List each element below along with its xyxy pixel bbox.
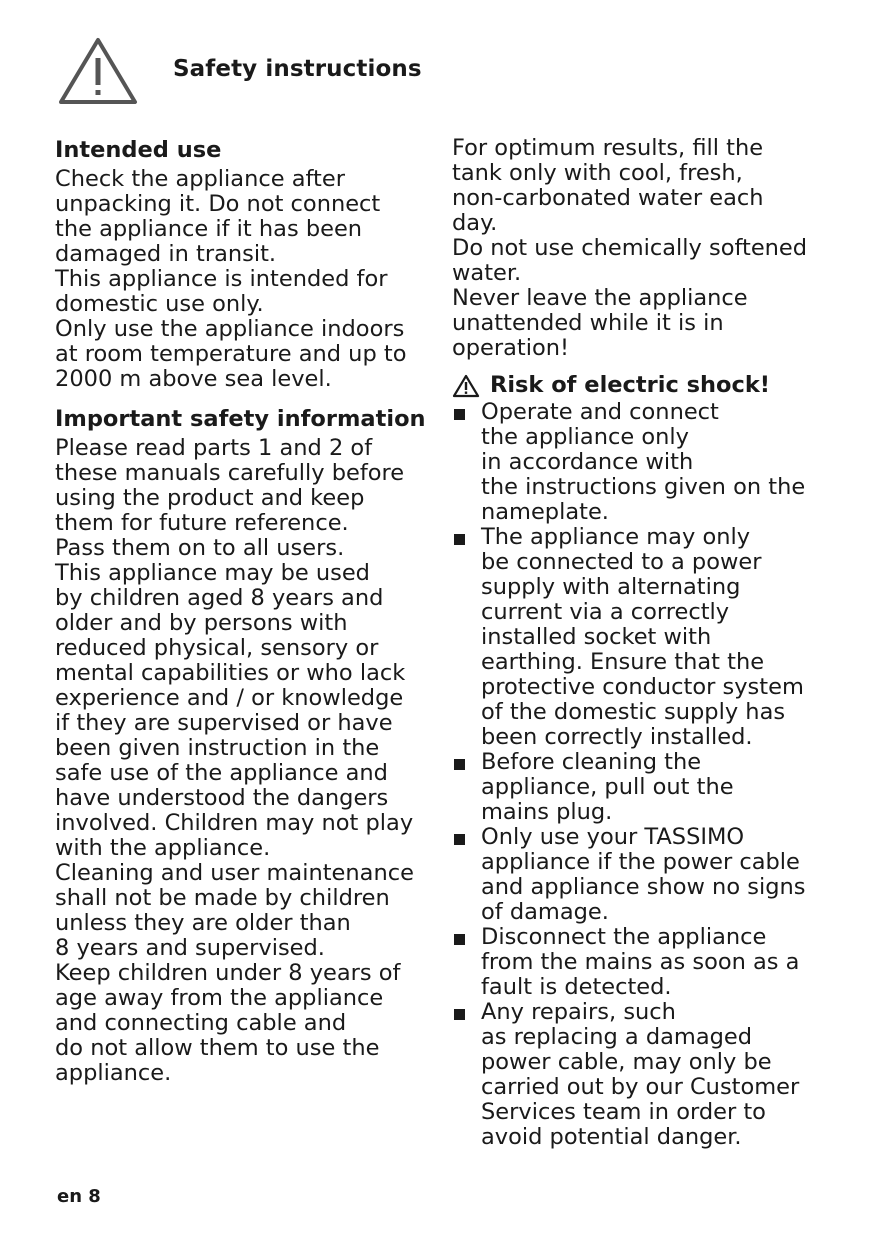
text-line: tank only with cool, fresh, bbox=[452, 160, 743, 186]
text-line: domestic use only. bbox=[55, 291, 264, 317]
text-line: Check the appliance after bbox=[55, 166, 345, 192]
text-line: Operate and connect bbox=[481, 399, 719, 425]
text-line: 8 years and supervised. bbox=[55, 935, 325, 961]
text-line: Do not use chemically softened bbox=[452, 235, 808, 261]
square-bullet-icon bbox=[454, 934, 465, 945]
text-line: do not allow them to use the bbox=[55, 1035, 380, 1061]
text-line: avoid potential danger. bbox=[481, 1124, 742, 1150]
page-header bbox=[57, 36, 477, 106]
text-line: using the product and keep bbox=[55, 485, 365, 511]
text-line: installed socket with bbox=[481, 624, 712, 650]
text-line: Only use the appliance indoors bbox=[55, 316, 405, 342]
text-line: Keep children under 8 years of bbox=[55, 960, 401, 986]
text-line: older and by persons with bbox=[55, 610, 348, 636]
square-bullet-icon bbox=[454, 534, 465, 545]
intended-use-heading: Intended use bbox=[55, 137, 222, 163]
important-info-text bbox=[55, 436, 430, 1086]
text-line: them for future reference. bbox=[55, 510, 349, 536]
text-line: the appliance only bbox=[481, 424, 689, 450]
list-item bbox=[452, 825, 832, 925]
text-line: Any repairs, such bbox=[481, 999, 676, 1025]
text-line: mental capabilities or who lack bbox=[55, 660, 406, 686]
text-line: day. bbox=[452, 210, 498, 236]
text-line: appliance if the power cable bbox=[481, 849, 800, 875]
text-line: Cleaning and user maintenance bbox=[55, 860, 414, 886]
list-item bbox=[452, 925, 832, 1000]
text-line: safe use of the appliance and bbox=[55, 760, 388, 786]
text-line: unless they are older than bbox=[55, 910, 351, 936]
square-bullet-icon bbox=[454, 409, 465, 420]
text-line: the appliance if it has been bbox=[55, 216, 363, 242]
left-column bbox=[55, 136, 430, 1086]
important-info-heading: Important safety information bbox=[55, 406, 426, 432]
text-line: The appliance may only bbox=[481, 524, 751, 550]
text-line: by children aged 8 years and bbox=[55, 585, 384, 611]
text-line: unattended while it is in bbox=[452, 310, 724, 336]
text-line: Before cleaning the bbox=[481, 749, 702, 775]
text-line: at room temperature and up to bbox=[55, 341, 407, 367]
risk-bullet-list bbox=[452, 400, 832, 1150]
text-line: appliance, pull out the bbox=[481, 774, 734, 800]
text-line: current via a correctly bbox=[481, 599, 730, 625]
text-line: unpacking it. Do not connect bbox=[55, 191, 381, 217]
right-column bbox=[452, 136, 832, 1150]
square-bullet-icon bbox=[454, 759, 465, 770]
text-line: been given instruction in the bbox=[55, 735, 380, 761]
text-line: these manuals carefully before bbox=[55, 460, 405, 486]
text-line: with the appliance. bbox=[55, 835, 271, 861]
text-line: supply with alternating bbox=[481, 574, 741, 600]
text-line: reduced physical, sensory or bbox=[55, 635, 379, 661]
text-line: This appliance may be used bbox=[55, 560, 370, 586]
text-line: Disconnect the appliance bbox=[481, 924, 767, 950]
text-line: This appliance is intended for bbox=[55, 266, 388, 292]
text-line: Only use your TASSIMO bbox=[481, 824, 745, 850]
warning-triangle-icon bbox=[57, 36, 139, 106]
text-line: have understood the dangers bbox=[55, 785, 389, 811]
list-item bbox=[452, 750, 832, 825]
text-line: as replacing a damaged bbox=[481, 1024, 753, 1050]
text-line: Please read parts 1 and 2 of bbox=[55, 435, 373, 461]
water-instructions-text bbox=[452, 136, 832, 361]
text-line: damaged in transit. bbox=[55, 241, 277, 267]
intended-use-text bbox=[55, 167, 430, 392]
text-line: water. bbox=[452, 260, 522, 286]
square-bullet-icon bbox=[454, 1009, 465, 1020]
text-line: in accordance with bbox=[481, 449, 694, 475]
text-line: from the mains as soon as a bbox=[481, 949, 800, 975]
text-line: if they are supervised or have bbox=[55, 710, 393, 736]
text-line: Pass them on to all users. bbox=[55, 535, 345, 561]
text-line: Never leave the appliance bbox=[452, 285, 748, 311]
text-line: power cable, may only be bbox=[481, 1049, 772, 1075]
text-line: fault is detected. bbox=[481, 974, 672, 1000]
page-number: en 8 bbox=[57, 1186, 101, 1207]
text-line: operation! bbox=[452, 335, 570, 361]
warning-small-icon bbox=[452, 374, 480, 398]
text-line: appliance. bbox=[55, 1060, 172, 1086]
risk-heading bbox=[452, 373, 832, 398]
text-line: carried out by our Customer bbox=[481, 1074, 800, 1100]
text-line: shall not be made by children bbox=[55, 885, 390, 911]
square-bullet-icon bbox=[454, 834, 465, 845]
text-line: For optimum results, fill the bbox=[452, 135, 764, 161]
text-line: the instructions given on the bbox=[481, 474, 806, 500]
text-line: be connected to a power bbox=[481, 549, 762, 575]
text-line: mains plug. bbox=[481, 799, 613, 825]
risk-heading-label: Risk of electric shock! bbox=[490, 372, 771, 398]
text-line: age away from the appliance bbox=[55, 985, 384, 1011]
text-line: of damage. bbox=[481, 899, 609, 925]
list-item bbox=[452, 525, 832, 750]
text-line: Services team in order to bbox=[481, 1099, 766, 1125]
page-title: Safety instructions bbox=[173, 56, 422, 82]
list-item bbox=[452, 1000, 832, 1150]
text-line: and appliance show no signs bbox=[481, 874, 806, 900]
text-line: experience and / or knowledge bbox=[55, 685, 404, 711]
text-line: nameplate. bbox=[481, 499, 609, 525]
text-line: of the domestic supply has bbox=[481, 699, 786, 725]
list-item bbox=[452, 400, 832, 525]
text-line: protective conductor system bbox=[481, 674, 804, 700]
text-line: been correctly installed. bbox=[481, 724, 753, 750]
text-line: and connecting cable and bbox=[55, 1010, 347, 1036]
text-line: earthing. Ensure that the bbox=[481, 649, 765, 675]
text-line: involved. Children may not play bbox=[55, 810, 414, 836]
text-line: 2000 m above sea level. bbox=[55, 366, 332, 392]
text-line: non-carbonated water each bbox=[452, 185, 764, 211]
